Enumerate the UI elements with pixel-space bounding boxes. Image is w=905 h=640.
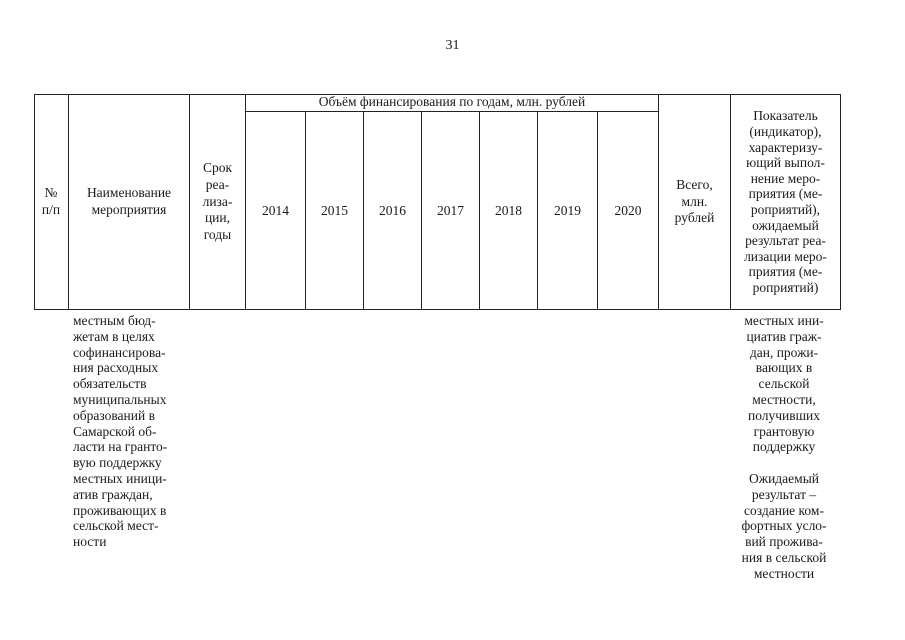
header-year-2015: 2015 <box>321 202 348 218</box>
header-year-2020: 2020 <box>614 202 642 218</box>
header-num: № п/п <box>41 185 61 217</box>
row-indicator-text: местных ини- циатив граж- дан, прожи- вающих в сельской местности, получивших грантовую поддержку Ожидаемый результат – создание ком- фортных усло- вий прожива- ния в сельской местности <box>741 313 827 581</box>
header-year-2016: 2016 <box>379 202 406 218</box>
header-name: Наименование мероприятия <box>86 185 172 217</box>
header-year-2014: 2014 <box>262 202 289 218</box>
header-total: Всего, млн. рублей <box>674 176 715 226</box>
page-number: 31 <box>445 38 460 53</box>
header-year-2019: 2019 <box>554 202 581 218</box>
row-name-text: местным бюд- жетам в целях софинансирова- ния расходных обязательств муниципальных образований в Самарской об- ласти на гранто- вую поддержку местных иници- атив граждан, проживающих в сельской мест- ности <box>73 313 168 550</box>
header-year-2017: 2017 <box>437 202 464 218</box>
header-term: Срок реа- лиза- ции, годы <box>202 159 233 243</box>
header-year-2018: 2018 <box>495 202 522 218</box>
header-funding: Объём финансирования по годам, млн. рублей <box>318 94 586 110</box>
header-indicator: Показатель (индикатор), характеризу- ющий выпол- нение меро- приятия (ме- роприятий), ожидаемый результат реа- лизации меро- приятия (ме- роприятий) <box>744 108 827 295</box>
